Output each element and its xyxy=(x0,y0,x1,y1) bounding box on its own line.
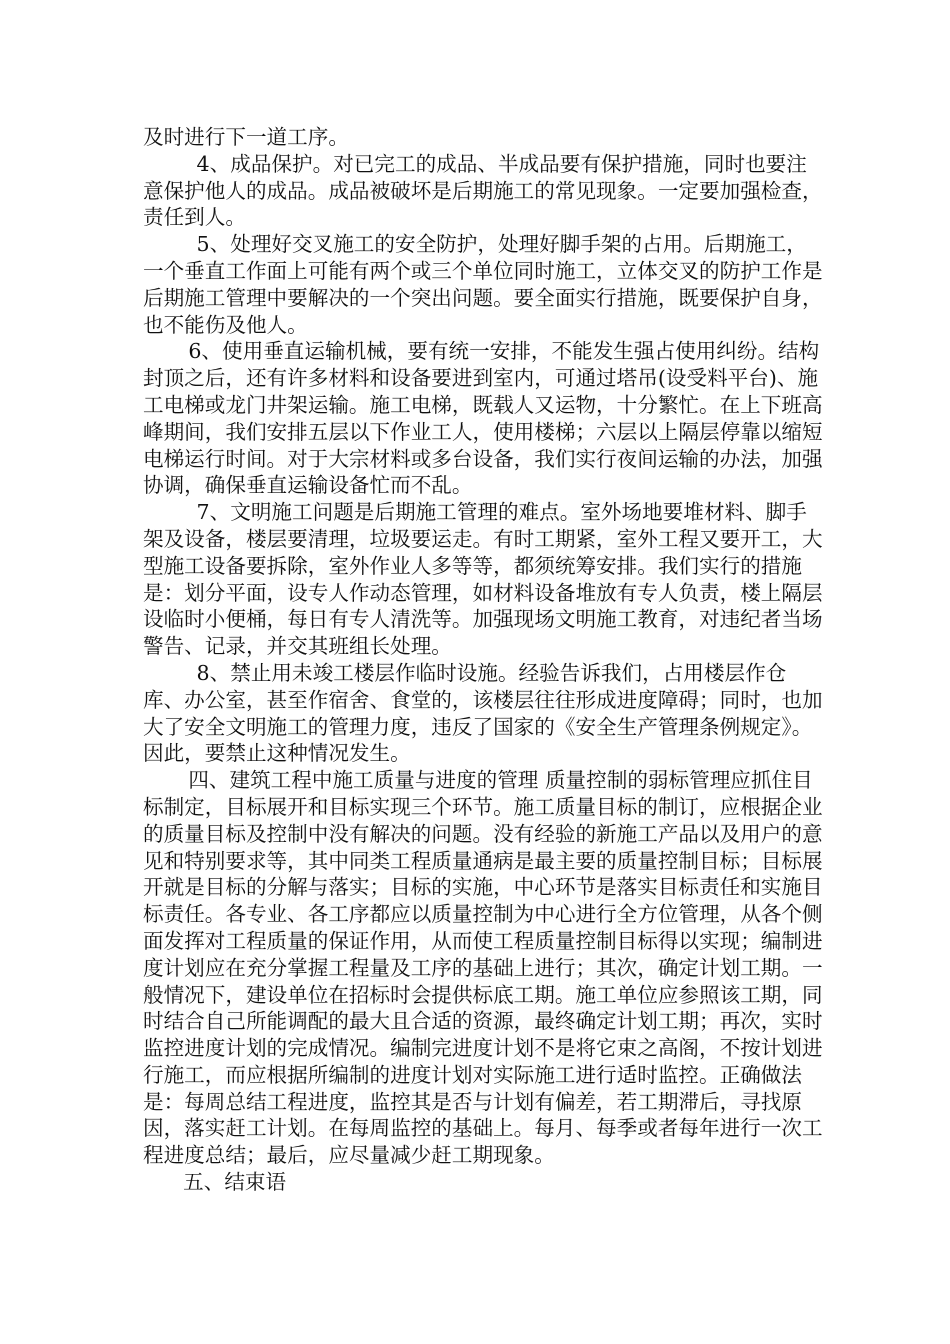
paragraph-item-7: 7、文明施工问题是后期施工管理的难点。室外场地要堆材料、脚手架及设备，楼层要清理，垃圾要运走。有时工期紧，室外工程又要开工，大型施工设备要拆除，室外作业人多等等，都须统筹安排。我们实行的措施是：划分平面，设专人作动态管理，如材料设备堆放有专人负责，楼上隔层设临时小便桶，每日有专人清洗等。加强现场文明施工教育，对违纪者当场警告、记录，并交其班组长处理。 xyxy=(143,500,823,659)
paragraph-item-5: 5、处理好交叉施工的安全防护，处理好脚手架的占用。后期施工，一个垂直工作面上可能有两个或三个单位同时施工，立体交叉的防护工作是后期施工管理中要解决的一个突出问题。要全面实行措施，既要保护自身，也不能伤及他人。 xyxy=(143,232,823,337)
paragraph-item-4: 4、成品保护。对已完工的成品、半成品要有保护措施，同时也要注意保护他人的成品。成品被破坏是后期施工的常见现象。一定要加强检查，责任到人。 xyxy=(143,151,823,230)
section-heading-5: 五、结束语 xyxy=(183,1170,287,1195)
paragraph-continuation: 及时进行下一道工序。 xyxy=(143,125,349,149)
paragraph-item-6: 6、使用垂直运输机械，要有统一安排，不能发生强占使用纠纷。结构封顶之后，还有许多材料和设备要进到室内，可通过塔吊(设受料平台)、施工电梯或龙门井架运输。施工电梯，既载人又运物，十分繁忙。在上下班高峰期间，我们安排五层以下作业工人，使用楼梯；六层以上隔层停靠以缩短电梯运行时间。对于大宗材料或多台设备，我们实行夜间运输的办法，加强协调，确保垂直运输设备忙而不乱。 xyxy=(143,339,823,498)
document-body xyxy=(143,124,823,1196)
section-heading-4: 四、建筑工程中施工质量与进度的管理 质量控制的弱标管理应抓住目标制定，目标展开和目标实现三个环节。施工质量目标的制订，应根据企业的质量目标及控制中没有解决的问题。没有经验的新施工产品以及用户的意见和特别要求等，其中同类工程质量通病是最主要的质量控制目标；目标展开就是目标的分解与落实；目标的实施，中心环节是落实目标责任和实施目标责任。各专业、各工序都应以质量控制为中心进行全方位管理，从各个侧面发挥对工程质量的保证作用，从而使工程质量控制目标得以实现；编制进度计划应在充分掌握工程量及工序的基础上进行；其次，确定计划工期。一般情况下，建设单位在招标时会提供标底工期。施工单位应参照该工期，同时结合自己所能调配的最大且合适的资源，最终确定计划工期；再次，实时监控进度计划的完成情况。编制完进度计划不是将它束之高阁，不按计划进行施工，而应根据所编制的进度计划对实际施工进行适时监控。正确做法是：每周总结工程进度，监控其是否与计划有偏差，若工期滞后，寻找原因，落实赶工计划。在每周监控的基础上。每月、每季或者每年进行一次工程进度总结；最后，应尽量减少赶工期现象。 xyxy=(143,768,823,1168)
paragraph-item-8: 8、禁止用未竣工楼层作临时设施。经验告诉我们，占用楼层作仓库、办公室，甚至作宿舍、食堂的，该楼层往往形成进度障碍；同时，也加大了安全文明施工的管理力度，违反了国家的《安全生产管理条例规定》。因此，要禁止这种情况发生。 xyxy=(143,660,823,766)
